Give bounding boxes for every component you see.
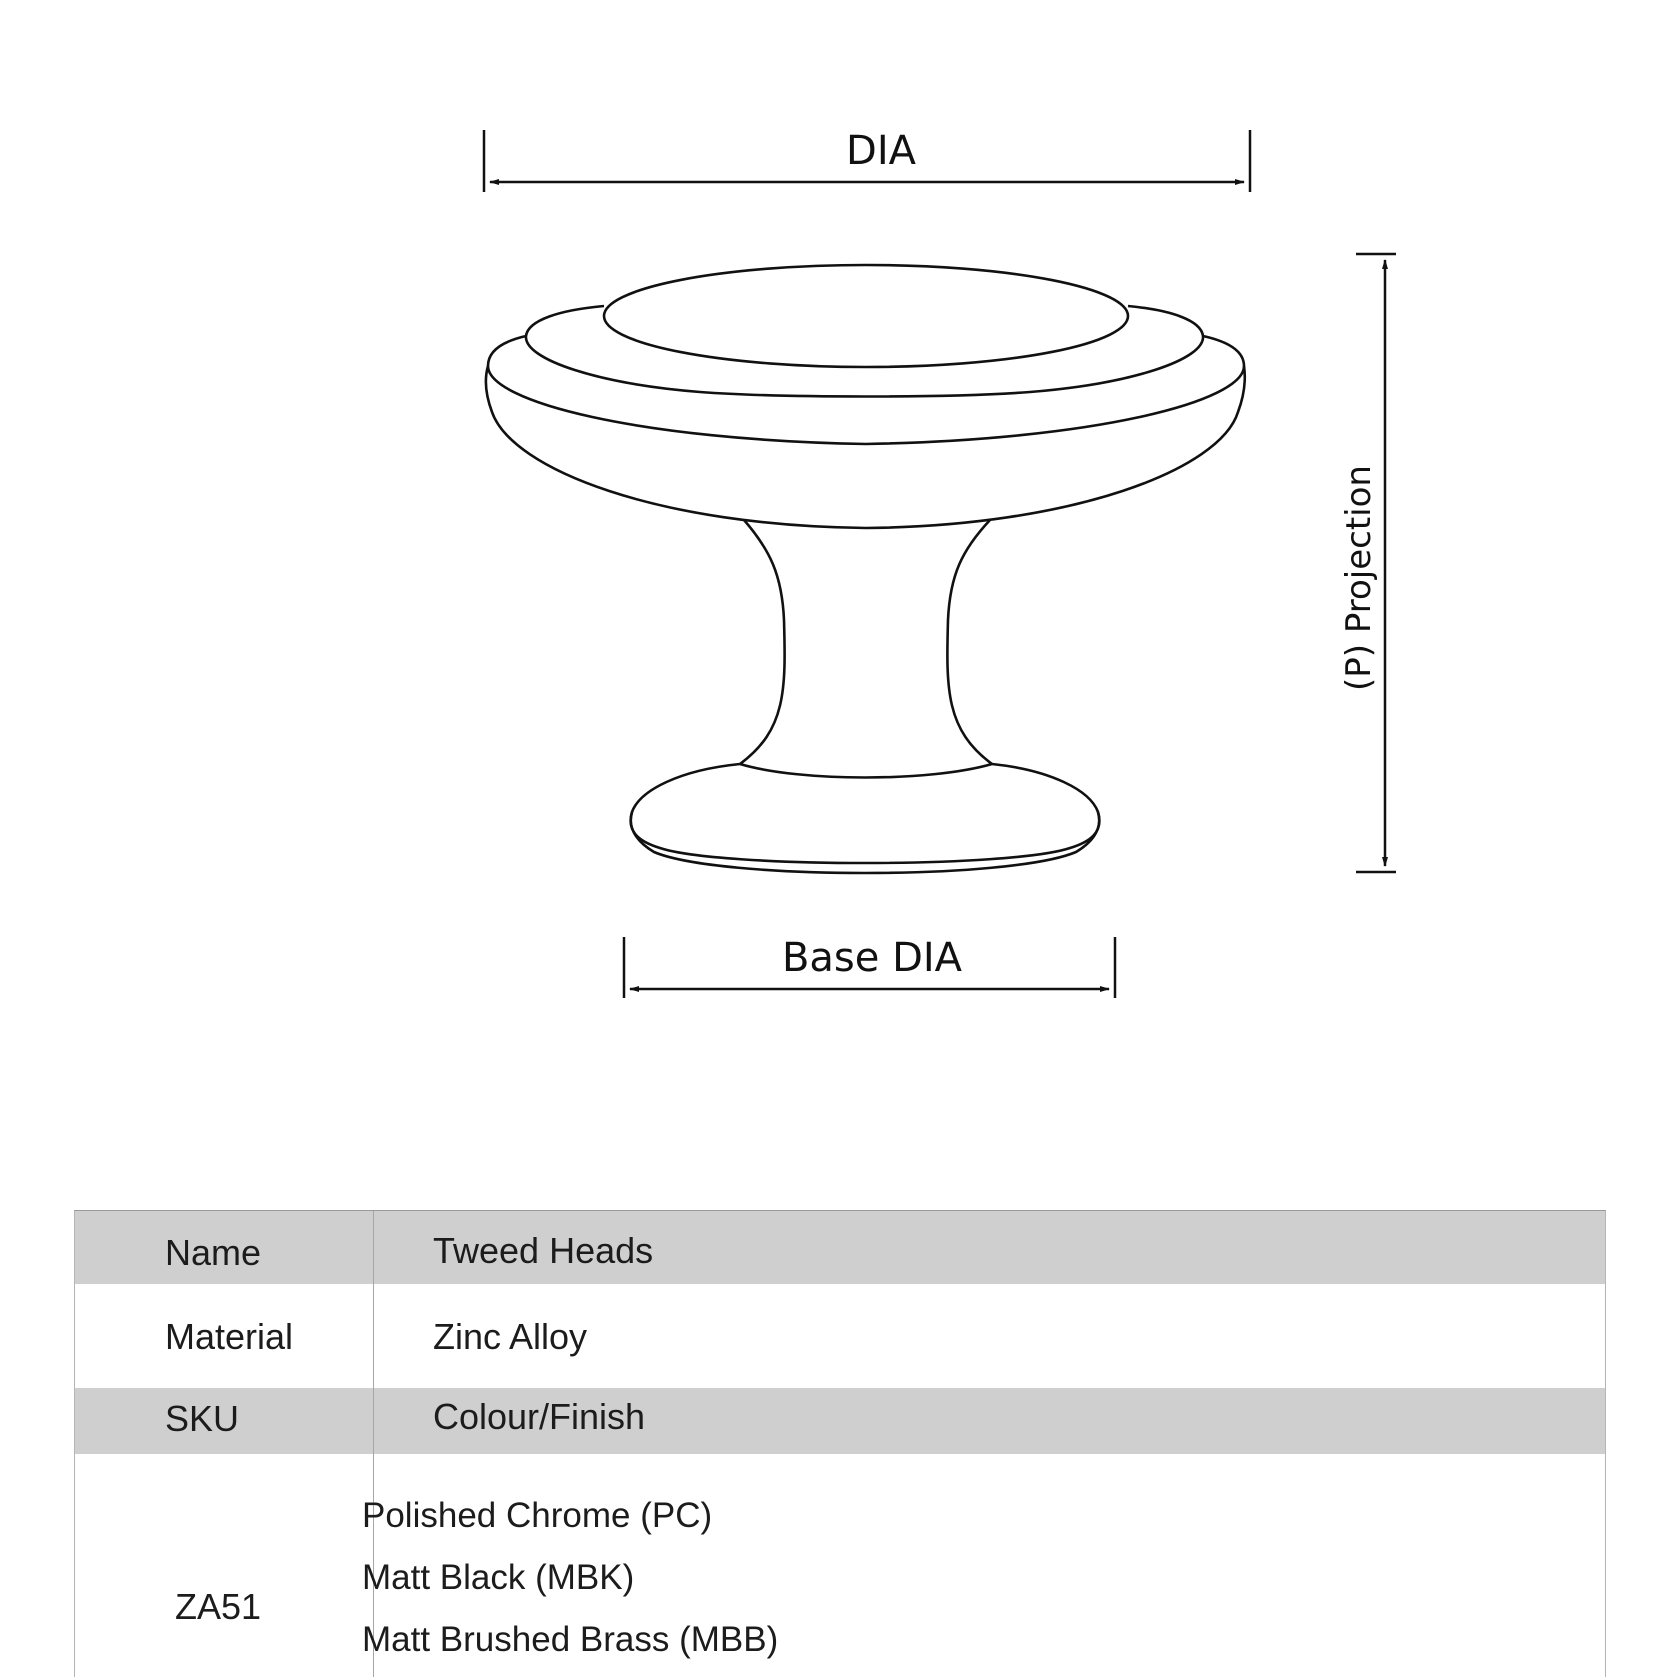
spec-table <box>74 1210 1606 1677</box>
finish-item-matt-brushed-brass: Matt Brushed Brass (MBB) <box>362 1620 779 1659</box>
material-label: Material <box>165 1316 294 1357</box>
sku-header-row <box>75 1388 1605 1454</box>
knob-illustration <box>486 265 1245 873</box>
sku-label: SKU <box>165 1398 240 1439</box>
material-value: Zinc Alloy <box>433 1316 588 1357</box>
sku-row <box>75 1454 1605 1677</box>
name-row <box>75 1211 1605 1284</box>
sku-value: ZA51 <box>175 1586 262 1627</box>
base-dia-label: Base DIA <box>781 935 963 981</box>
name-label: Name <box>165 1232 262 1273</box>
finish-item-polished-chrome: Polished Chrome (PC) <box>362 1496 713 1535</box>
finish-item-matt-black: Matt Black (MBK) <box>362 1558 635 1597</box>
finish-list <box>362 1485 778 1671</box>
dia-label: DIA <box>846 128 916 174</box>
material-row <box>75 1284 1605 1398</box>
name-value: Tweed Heads <box>433 1230 654 1271</box>
finish-label: Colour/Finish <box>433 1396 646 1437</box>
projection-label: (P) Projection <box>1339 465 1379 691</box>
